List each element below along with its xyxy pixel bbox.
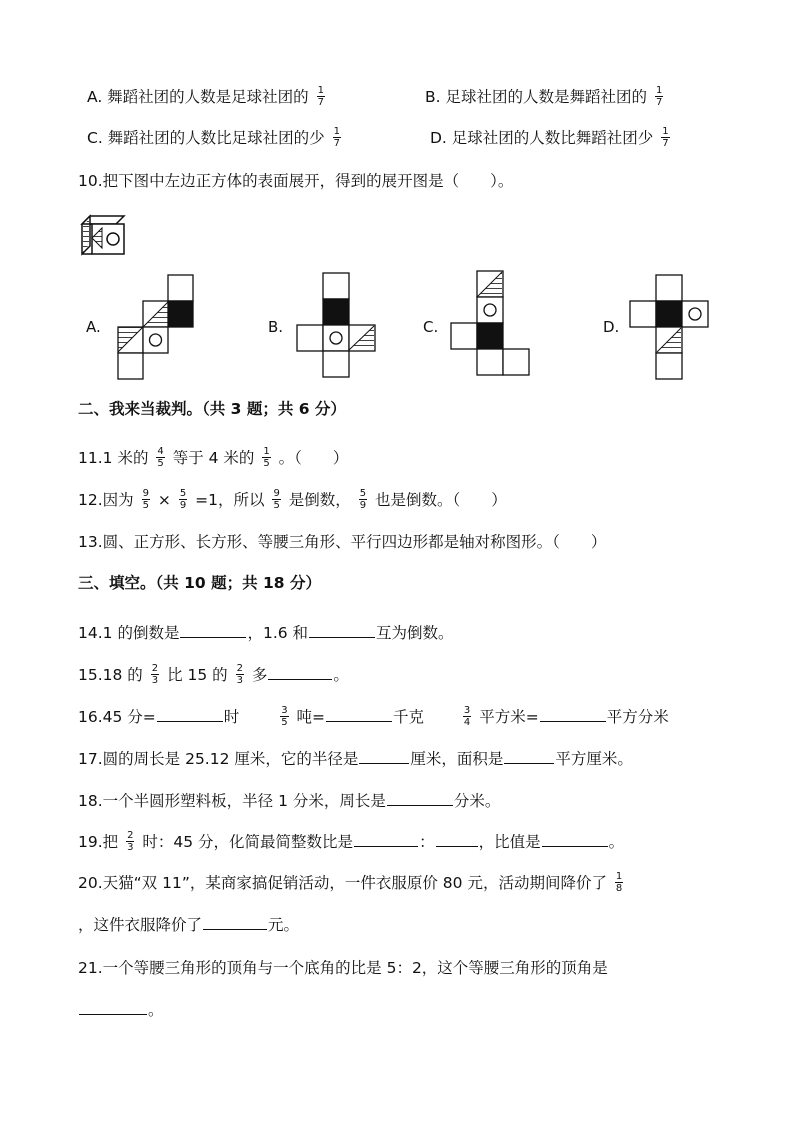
q20-line2: ，这件衣服降价了 元。 [78,916,300,934]
fraction: $\frac{9}{5}$ [142,488,149,511]
net-square [477,349,503,375]
fraction: $\frac{2}{3}$ [151,663,159,686]
q10-question: 10.把下图中左边正方体的表面展开，得到的展开图是（ ）。 [78,172,514,190]
net-black-square [323,299,349,325]
answer-blank[interactable] [387,791,453,806]
q10-option-b-label: B. [268,318,284,336]
q12-answer-paren[interactable]: 也是倒数。（ ） [375,491,507,509]
cube-figure [80,214,126,256]
fraction: $\frac{2}{3}$ [236,663,243,686]
q16: 16.45 分= 时 $\frac{3}{5}$ 吨= 千克 $\frac{3}{4}$ 平方米= 平方分米 [78,705,669,728]
fraction: $\frac{9}{5}$ [273,488,280,511]
section-2-title: 二、我来当裁判。（共 3 题；共 6 分） [78,400,346,418]
fraction: $\frac{3}{4}$ [463,705,471,728]
q9-option-c-text: C. 舞蹈社团的人数比足球社团的少 [87,129,325,147]
answer-blank[interactable] [203,915,267,930]
q9-option-c [87,127,344,150]
answer-blank[interactable] [436,832,478,847]
q9-option-a-text: A. 舞蹈社团的人数是足球社团的 [87,88,309,106]
answer-blank[interactable] [326,707,392,722]
net-square [323,273,349,299]
net-square [656,353,682,379]
fraction: $\frac{5}{9}$ [179,488,187,511]
q9-option-b [425,86,666,109]
fraction: $\frac{2}{3}$ [127,830,134,853]
net-square [656,275,682,301]
section-3-title: 三、填空。（共 10 题；共 18 分） [78,574,321,592]
q11: 11.1 米的 $\frac{4}{5}$ 等于 4 米的 $\frac{1}{5}$ 。（ ） [78,446,349,469]
q19: 19.把 $\frac{2}{3}$ 时：45 分，化简最简整数比是 ： ，比值是 。 [78,830,625,853]
net-square [323,325,349,351]
q9-option-d [430,127,673,150]
fraction: $\frac{1}{7}$ [333,126,340,149]
net-square [118,353,143,379]
fraction: $\frac{1}{8}$ [615,871,623,894]
answer-blank[interactable] [79,1000,147,1015]
fraction: $\frac{1}{7}$ [317,85,324,108]
q12: 12.因为 $\frac{9}{5}$ × $\frac{5}{9}$ =1，所以 $\frac{9}{5}$ 是倒数， $\frac{5}{9}$ 也是倒数。（ ） [78,488,507,511]
net-square [297,325,323,351]
net-black-square [168,301,193,327]
answer-blank[interactable] [354,832,418,847]
q9-option-a [87,86,328,109]
fraction: $\frac{4}{5}$ [157,446,164,469]
answer-blank[interactable] [180,623,246,638]
answer-blank[interactable] [542,832,608,847]
answer-blank[interactable] [504,749,554,764]
q9-option-b-text: B. 足球社团的人数是舞蹈社团的 [425,88,647,106]
net-black-square [477,323,503,349]
q21-line1: 21.一个等腰三角形的顶角与一个底角的比是 5：2，这个等腰三角形的顶角是 [78,959,608,977]
net-option-a[interactable] [118,275,194,379]
q10-option-d-label: D. [603,318,620,336]
net-option-b[interactable] [297,273,375,377]
fraction: $\frac{1}{7}$ [655,85,663,108]
q14: 14.1 的倒数是 ，1.6 和 互为倒数。 [78,624,454,642]
net-option-c[interactable] [451,271,529,375]
net-square [143,327,168,353]
q13[interactable]: 13.圆、正方形、长方形、等腰三角形、平行四边形都是轴对称图形。（ ） [78,533,607,551]
q10-option-c-label: C. [423,318,439,336]
net-square [477,297,503,323]
answer-blank[interactable] [157,707,223,722]
q11-answer-paren[interactable]: 。（ ） [278,449,349,467]
fraction: $\frac{3}{5}$ [281,705,288,728]
answer-blank[interactable] [540,707,606,722]
fraction: $\frac{1}{7}$ [662,126,669,149]
q17: 17.圆的周长是 25.12 厘米，它的半径是 厘米，面积是 平方厘米。 [78,750,633,768]
answer-blank[interactable] [309,623,375,638]
answer-blank[interactable] [268,665,332,680]
q18: 18.一个半圆形塑料板，半径 1 分米，周长是 分米。 [78,792,501,810]
q20-line1: 20.天猫“双 11”，某商家搞促销活动，一件衣服原价 80 元，活动期间降价了 $\frac{1}{8}$ [78,871,623,894]
q21-line2: 。 [78,999,164,1021]
net-square [323,351,349,377]
q10-option-a-label: A. [86,318,101,336]
net-square [168,275,193,301]
net-square [682,301,708,327]
q15: 15.18 的 $\frac{2}{3}$ 比 15 的 $\frac{2}{3}$ 多 。 [78,663,349,686]
q9-option-d-text: D. 足球社团的人数比舞蹈社团少 [430,129,654,147]
answer-blank[interactable] [359,749,409,764]
net-square [630,301,656,327]
net-square [503,349,529,375]
net-option-d[interactable] [630,275,708,379]
net-square [451,323,477,349]
net-black-square [656,301,682,327]
fraction: $\frac{1}{5}$ [263,446,270,469]
fraction: $\frac{5}{9}$ [359,488,367,511]
